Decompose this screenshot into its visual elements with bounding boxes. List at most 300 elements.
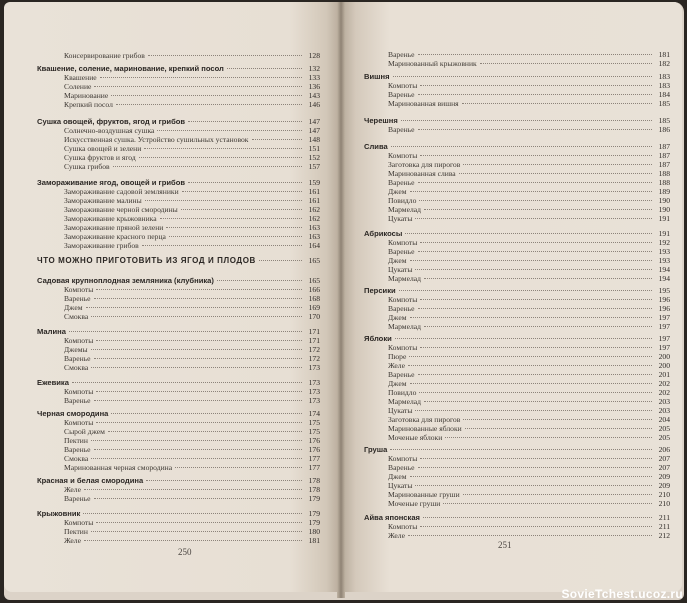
toc-entry-page: 176 bbox=[308, 445, 320, 454]
toc-entry-page: 132 bbox=[308, 64, 320, 73]
toc-entry-title: Пектин bbox=[64, 436, 88, 445]
toc-entry-title: Варенье bbox=[64, 294, 91, 303]
toc-entry-title: Соление bbox=[64, 82, 92, 91]
toc-entry bbox=[364, 142, 670, 151]
dot-leader bbox=[188, 120, 302, 122]
toc-entry-page: 164 bbox=[308, 241, 320, 250]
dot-leader bbox=[420, 346, 652, 348]
dot-leader bbox=[142, 244, 302, 246]
toc-entry-title: Компоты bbox=[64, 285, 94, 294]
toc-entry-page: 211 bbox=[658, 522, 670, 531]
toc-entry bbox=[64, 73, 320, 82]
toc-entry bbox=[64, 345, 320, 354]
toc-entry-page: 197 bbox=[658, 322, 670, 331]
toc-entry bbox=[64, 454, 320, 463]
toc-entry bbox=[64, 536, 320, 545]
toc-entry-title: Компоты bbox=[64, 418, 94, 427]
toc-entry bbox=[364, 334, 670, 343]
toc-entry-page: 189 bbox=[658, 187, 670, 196]
toc-entry-page: 209 bbox=[658, 472, 670, 481]
toc-entry-page: 159 bbox=[308, 178, 320, 187]
dot-leader bbox=[463, 493, 652, 495]
toc-entry-page: 191 bbox=[658, 214, 670, 223]
toc-entry bbox=[364, 286, 670, 295]
dot-leader bbox=[424, 325, 652, 327]
dot-leader bbox=[420, 154, 652, 156]
dot-leader bbox=[86, 306, 302, 308]
toc-entry bbox=[388, 50, 670, 59]
toc-entry-title: Крыжовник bbox=[37, 509, 81, 518]
toc-entry bbox=[388, 388, 670, 397]
toc-entry bbox=[388, 169, 670, 178]
toc-entry-title: Компоты bbox=[388, 522, 418, 531]
toc-entry bbox=[364, 116, 670, 125]
toc-entry-title: Черешня bbox=[364, 116, 398, 125]
dot-leader bbox=[418, 128, 652, 130]
dot-leader bbox=[459, 172, 652, 174]
toc-entry bbox=[364, 513, 670, 522]
toc-entry-title: Мармелад bbox=[388, 274, 422, 283]
toc-entry-title: Ежевика bbox=[37, 378, 69, 387]
dot-leader bbox=[423, 516, 652, 518]
toc-entry bbox=[64, 294, 320, 303]
toc-entry-title: Мармелад bbox=[388, 322, 422, 331]
toc-entry-title: Желе bbox=[64, 536, 81, 545]
toc-entry-title: Садовая крупноплодная земляника (клубника) bbox=[37, 276, 214, 285]
toc-entry bbox=[64, 100, 320, 109]
toc-entry-page: 183 bbox=[658, 72, 670, 81]
toc-entry-title: Повидло bbox=[388, 388, 417, 397]
toc-entry-page: 171 bbox=[308, 327, 320, 336]
toc-entry-page: 184 bbox=[658, 90, 670, 99]
toc-entry-page: 207 bbox=[658, 463, 670, 472]
toc-entry-page: 180 bbox=[308, 527, 320, 536]
dot-leader bbox=[100, 76, 302, 78]
dot-leader bbox=[415, 484, 652, 486]
toc-entry-page: 200 bbox=[658, 361, 670, 370]
toc-entry-title: Цукаты bbox=[388, 265, 413, 274]
toc-entry-page: 173 bbox=[308, 378, 320, 387]
toc-entry-title: Солнечно-воздушная сушка bbox=[64, 126, 155, 135]
toc-entry-page: 187 bbox=[658, 151, 670, 160]
dot-leader bbox=[84, 539, 302, 541]
toc-entry bbox=[388, 433, 670, 442]
dot-leader bbox=[91, 315, 302, 317]
toc-entry bbox=[388, 125, 670, 134]
toc-entry bbox=[388, 99, 670, 108]
toc-entry bbox=[388, 463, 670, 472]
dot-leader bbox=[83, 512, 302, 514]
toc-entry bbox=[388, 531, 670, 540]
toc-entry-title: Сушка овощей, фруктов, ягод и грибов bbox=[37, 117, 186, 126]
dot-leader bbox=[462, 102, 652, 104]
toc-entry bbox=[64, 527, 320, 536]
right-page-number: 251 bbox=[498, 540, 512, 550]
toc-entry bbox=[37, 64, 320, 73]
toc-entry-page: 161 bbox=[308, 196, 320, 205]
toc-entry-title: Яблоки bbox=[364, 334, 392, 343]
toc-entry bbox=[364, 72, 670, 81]
toc-entry-page: 186 bbox=[658, 125, 670, 134]
toc-entry bbox=[388, 187, 670, 196]
toc-entry-title: Замораживание садовой земляники bbox=[64, 187, 179, 196]
toc-entry bbox=[64, 241, 320, 250]
dot-leader bbox=[420, 457, 652, 459]
toc-entry-page: 162 bbox=[308, 205, 320, 214]
toc-entry-title: Квашение, соление, маринование, крепкий посол bbox=[37, 64, 224, 73]
toc-entry bbox=[64, 387, 320, 396]
toc-entry bbox=[388, 256, 670, 265]
toc-entry bbox=[388, 205, 670, 214]
toc-entry-page: 202 bbox=[658, 379, 670, 388]
toc-entry-title: Маринованные яблоки bbox=[388, 424, 462, 433]
toc-entry-title: Замораживание красного перца bbox=[64, 232, 166, 241]
toc-entry-title: ЧТО МОЖНО ПРИГОТОВИТЬ ИЗ ЯГОД И ПЛОДОВ bbox=[37, 256, 256, 265]
dot-leader bbox=[94, 497, 302, 499]
toc-entry-page: 178 bbox=[308, 485, 320, 494]
toc-entry-page: 179 bbox=[308, 494, 320, 503]
toc-entry-title: Компоты bbox=[388, 151, 418, 160]
toc-entry-title: Варенье bbox=[388, 247, 415, 256]
dot-leader bbox=[420, 525, 652, 527]
dot-leader bbox=[94, 357, 302, 359]
toc-entry-page: 187 bbox=[658, 142, 670, 151]
dot-leader bbox=[420, 298, 652, 300]
dot-leader bbox=[390, 448, 652, 450]
dot-leader bbox=[96, 339, 302, 341]
toc-entry-page: 209 bbox=[658, 481, 670, 490]
toc-entry-title: Цукаты bbox=[388, 481, 413, 490]
toc-entry-page: 177 bbox=[308, 454, 320, 463]
toc-entry bbox=[388, 304, 670, 313]
toc-entry-page: 190 bbox=[658, 205, 670, 214]
toc-entry-title: Сушка овощей и зелени bbox=[64, 144, 142, 153]
dot-leader bbox=[91, 457, 302, 459]
toc-entry bbox=[388, 361, 670, 370]
toc-entry-page: 183 bbox=[658, 81, 670, 90]
dot-leader bbox=[415, 409, 652, 411]
toc-entry-page: 161 bbox=[308, 187, 320, 196]
toc-entry-title: Замораживание крыжовника bbox=[64, 214, 157, 223]
dot-leader bbox=[408, 364, 652, 366]
toc-entry-page: 195 bbox=[658, 286, 670, 295]
toc-entry-title: Варенье bbox=[388, 50, 415, 59]
toc-entry bbox=[388, 214, 670, 223]
toc-entry-page: 196 bbox=[658, 295, 670, 304]
dot-leader bbox=[418, 181, 652, 183]
toc-entry bbox=[388, 247, 670, 256]
toc-entry-page: 181 bbox=[658, 50, 670, 59]
dot-leader bbox=[166, 226, 302, 228]
toc-entry-title: Пектин bbox=[64, 527, 88, 536]
toc-entry-title: Маринованный крыжовник bbox=[388, 59, 477, 68]
dot-leader bbox=[96, 288, 302, 290]
toc-entry-title: Джем bbox=[388, 187, 407, 196]
toc-entry-page: 210 bbox=[658, 499, 670, 508]
toc-entry-title: Черная смородина bbox=[37, 409, 109, 418]
toc-entry bbox=[388, 151, 670, 160]
toc-entry-page: 203 bbox=[658, 397, 670, 406]
dot-leader bbox=[139, 156, 302, 158]
toc-entry bbox=[388, 522, 670, 531]
toc-entry-page: 165 bbox=[308, 276, 320, 285]
toc-entry bbox=[37, 409, 320, 418]
toc-entry bbox=[64, 354, 320, 363]
toc-entry bbox=[388, 490, 670, 499]
toc-entry-title: Сырой джем bbox=[64, 427, 105, 436]
dot-leader bbox=[69, 330, 302, 332]
toc-entry-title: Варенье bbox=[388, 370, 415, 379]
toc-entry-title: Персики bbox=[364, 286, 396, 295]
toc-entry-page: 212 bbox=[658, 531, 670, 540]
toc-entry-page: 206 bbox=[658, 445, 670, 454]
toc-entry-title: Слива bbox=[364, 142, 388, 151]
dot-leader bbox=[391, 145, 652, 147]
toc-entry-page: 202 bbox=[658, 388, 670, 397]
dot-leader bbox=[227, 67, 302, 69]
toc-entry bbox=[37, 327, 320, 336]
toc-entry-page: 194 bbox=[658, 274, 670, 283]
dot-leader bbox=[418, 373, 652, 375]
site-watermark: SovieTchest.ucoz.ru bbox=[561, 587, 683, 601]
toc-entry bbox=[64, 214, 320, 223]
dot-leader bbox=[148, 54, 302, 56]
toc-entry-page: 133 bbox=[308, 73, 320, 82]
toc-entry bbox=[37, 378, 320, 387]
toc-entry bbox=[64, 336, 320, 345]
toc-entry-page: 175 bbox=[308, 427, 320, 436]
toc-entry-page: 163 bbox=[308, 232, 320, 241]
left-page-number: 250 bbox=[178, 547, 192, 557]
toc-entry-page: 194 bbox=[658, 265, 670, 274]
toc-entry-title: Консервирование грибов bbox=[64, 51, 145, 60]
toc-entry bbox=[37, 476, 320, 485]
toc-entry bbox=[64, 91, 320, 100]
toc-entry bbox=[64, 494, 320, 503]
dot-leader bbox=[424, 277, 652, 279]
dot-leader bbox=[420, 241, 652, 243]
toc-entry-title: Варенье bbox=[388, 90, 415, 99]
toc-entry-page: 147 bbox=[308, 117, 320, 126]
toc-entry-page: 200 bbox=[658, 352, 670, 361]
toc-entry bbox=[64, 232, 320, 241]
toc-entry-page: 197 bbox=[658, 334, 670, 343]
dot-leader bbox=[480, 62, 652, 64]
toc-entry bbox=[64, 285, 320, 294]
dot-leader bbox=[399, 289, 652, 291]
toc-entry-title: Мармелад bbox=[388, 205, 422, 214]
toc-entry-title: Джем bbox=[388, 313, 407, 322]
dot-leader bbox=[443, 502, 652, 504]
dot-leader bbox=[113, 165, 302, 167]
toc-entry bbox=[37, 509, 320, 518]
dot-leader bbox=[94, 297, 302, 299]
toc-entry-title: Пюре bbox=[388, 352, 407, 361]
toc-entry-title: Маринованная вишня bbox=[388, 99, 459, 108]
toc-entry bbox=[388, 343, 670, 352]
dot-leader bbox=[91, 348, 302, 350]
toc-entry-title: Замораживание пряной зелени bbox=[64, 223, 164, 232]
toc-entry-title: Красная и белая смородина bbox=[37, 476, 144, 485]
toc-entry bbox=[388, 90, 670, 99]
toc-entry-title: Маринованная слива bbox=[388, 169, 456, 178]
toc-entry bbox=[388, 160, 670, 169]
toc-entry-title: Джем bbox=[64, 303, 83, 312]
toc-entry-page: 182 bbox=[658, 59, 670, 68]
toc-entry-title: Цукаты bbox=[388, 406, 413, 415]
dot-leader bbox=[393, 75, 653, 77]
dot-leader bbox=[463, 163, 652, 165]
dot-leader bbox=[111, 412, 302, 414]
dot-leader bbox=[217, 279, 302, 281]
dot-leader bbox=[415, 217, 652, 219]
toc-entry-title: Замораживание ягод, овощей и грибов bbox=[37, 178, 185, 187]
toc-entry-page: 163 bbox=[308, 223, 320, 232]
dot-leader bbox=[408, 534, 652, 536]
toc-entry bbox=[64, 196, 320, 205]
toc-entry-title: Варенье bbox=[64, 445, 91, 454]
dot-leader bbox=[415, 268, 652, 270]
toc-entry-title: Джем bbox=[388, 472, 407, 481]
toc-entry-title: Заготовка для пирогов bbox=[388, 415, 461, 424]
toc-entry-page: 185 bbox=[658, 116, 670, 125]
toc-entry bbox=[388, 415, 670, 424]
toc-entry-page: 176 bbox=[308, 436, 320, 445]
toc-entry-title: Джем bbox=[388, 379, 407, 388]
toc-entry-title: Груша bbox=[364, 445, 388, 454]
toc-entry bbox=[37, 117, 320, 126]
toc-entry-page: 173 bbox=[308, 396, 320, 405]
toc-entry-title: Цукаты bbox=[388, 214, 413, 223]
toc-entry-page: 152 bbox=[308, 153, 320, 162]
toc-entry-title: Компоты bbox=[64, 518, 94, 527]
toc-entry-page: 179 bbox=[308, 518, 320, 527]
toc-entry-title: Желе bbox=[64, 485, 81, 494]
dot-leader bbox=[116, 103, 302, 105]
toc-entry-title: Квашение bbox=[64, 73, 97, 82]
toc-entry-page: 204 bbox=[658, 415, 670, 424]
toc-entry-title: Смоква bbox=[64, 363, 89, 372]
toc-entry bbox=[388, 178, 670, 187]
dot-leader bbox=[410, 475, 652, 477]
toc-entry bbox=[388, 424, 670, 433]
toc-entry-title: Компоты bbox=[388, 81, 418, 90]
toc-entry bbox=[64, 126, 320, 135]
toc-entry-title: Варенье bbox=[64, 354, 91, 363]
toc-entry-page: 165 bbox=[308, 256, 320, 265]
toc-entry-title: Джемы bbox=[64, 345, 88, 354]
toc-entry-title: Замораживание малины bbox=[64, 196, 142, 205]
toc-entry-page: 148 bbox=[308, 135, 320, 144]
toc-entry-title: Джем bbox=[388, 256, 407, 265]
toc-entry-title: Компоты bbox=[388, 454, 418, 463]
toc-entry-title: Компоты bbox=[388, 238, 418, 247]
dot-leader bbox=[182, 190, 302, 192]
toc-entry-title: Маринованная черная смородина bbox=[64, 463, 173, 472]
toc-entry-title: Повидло bbox=[388, 196, 417, 205]
toc-entry-title: Крепкий посол bbox=[64, 100, 113, 109]
dot-leader bbox=[418, 93, 652, 95]
toc-entry-page: 190 bbox=[658, 196, 670, 205]
toc-entry bbox=[64, 153, 320, 162]
dot-leader bbox=[419, 391, 652, 393]
toc-entry bbox=[388, 274, 670, 283]
toc-entry-page: 173 bbox=[308, 363, 320, 372]
toc-entry bbox=[388, 81, 670, 90]
toc-entry-page: 143 bbox=[308, 91, 320, 100]
toc-entry-title: Моченые яблоки bbox=[388, 433, 443, 442]
toc-entry-page: 168 bbox=[308, 294, 320, 303]
toc-entry-title: Желе bbox=[388, 361, 405, 370]
dot-leader bbox=[94, 399, 302, 401]
toc-entry-page: 128 bbox=[308, 51, 320, 60]
dot-leader bbox=[465, 427, 652, 429]
toc-entry-page: 197 bbox=[658, 313, 670, 322]
dot-leader bbox=[252, 138, 303, 140]
toc-entry-title: Желе bbox=[388, 531, 405, 540]
toc-entry-title: Смоква bbox=[64, 312, 89, 321]
toc-entry-page: 181 bbox=[308, 536, 320, 545]
toc-entry-page: 146 bbox=[308, 100, 320, 109]
dot-leader bbox=[96, 421, 302, 423]
toc-entry-title: Мармелад bbox=[388, 397, 422, 406]
toc-entry-page: 187 bbox=[658, 160, 670, 169]
toc-entry bbox=[388, 406, 670, 415]
toc-entry-title: Варенье bbox=[388, 125, 415, 134]
left-page bbox=[4, 2, 340, 592]
toc-entry-title: Варенье bbox=[388, 178, 415, 187]
toc-entry bbox=[64, 144, 320, 153]
toc-entry bbox=[388, 238, 670, 247]
toc-entry bbox=[364, 229, 670, 238]
toc-entry-title: Компоты bbox=[64, 387, 94, 396]
toc-entry-page: 205 bbox=[658, 433, 670, 442]
toc-entry-title: Сушка грибов bbox=[64, 162, 110, 171]
dot-leader bbox=[418, 53, 652, 55]
dot-leader bbox=[144, 147, 302, 149]
toc-entry bbox=[388, 397, 670, 406]
toc-entry-title: Замораживание черной смородины bbox=[64, 205, 178, 214]
toc-entry bbox=[64, 82, 320, 91]
toc-entry bbox=[64, 312, 320, 321]
toc-entry-page: 136 bbox=[308, 82, 320, 91]
toc-entry-page: 188 bbox=[658, 169, 670, 178]
toc-entry-title: Маринование bbox=[64, 91, 109, 100]
toc-entry-page: 185 bbox=[658, 99, 670, 108]
toc-entry bbox=[64, 135, 320, 144]
dot-leader bbox=[401, 119, 652, 121]
toc-entry bbox=[37, 256, 320, 265]
right-page bbox=[342, 2, 682, 592]
toc-entry-title: Смоква bbox=[64, 454, 89, 463]
toc-entry bbox=[37, 178, 320, 187]
toc-entry-page: 170 bbox=[308, 312, 320, 321]
toc-entry-page: 166 bbox=[308, 285, 320, 294]
toc-entry bbox=[388, 370, 670, 379]
dot-leader bbox=[145, 199, 302, 201]
toc-entry-page: 191 bbox=[658, 229, 670, 238]
book-gutter bbox=[337, 2, 345, 598]
toc-entry-page: 193 bbox=[658, 247, 670, 256]
dot-leader bbox=[188, 181, 302, 183]
toc-entry-page: 172 bbox=[308, 354, 320, 363]
toc-entry-title: Компоты bbox=[388, 343, 418, 352]
dot-leader bbox=[259, 259, 302, 261]
dot-leader bbox=[445, 436, 652, 438]
toc-entry-page: 203 bbox=[658, 406, 670, 415]
toc-entry bbox=[388, 265, 670, 274]
toc-entry-page: 174 bbox=[308, 409, 320, 418]
